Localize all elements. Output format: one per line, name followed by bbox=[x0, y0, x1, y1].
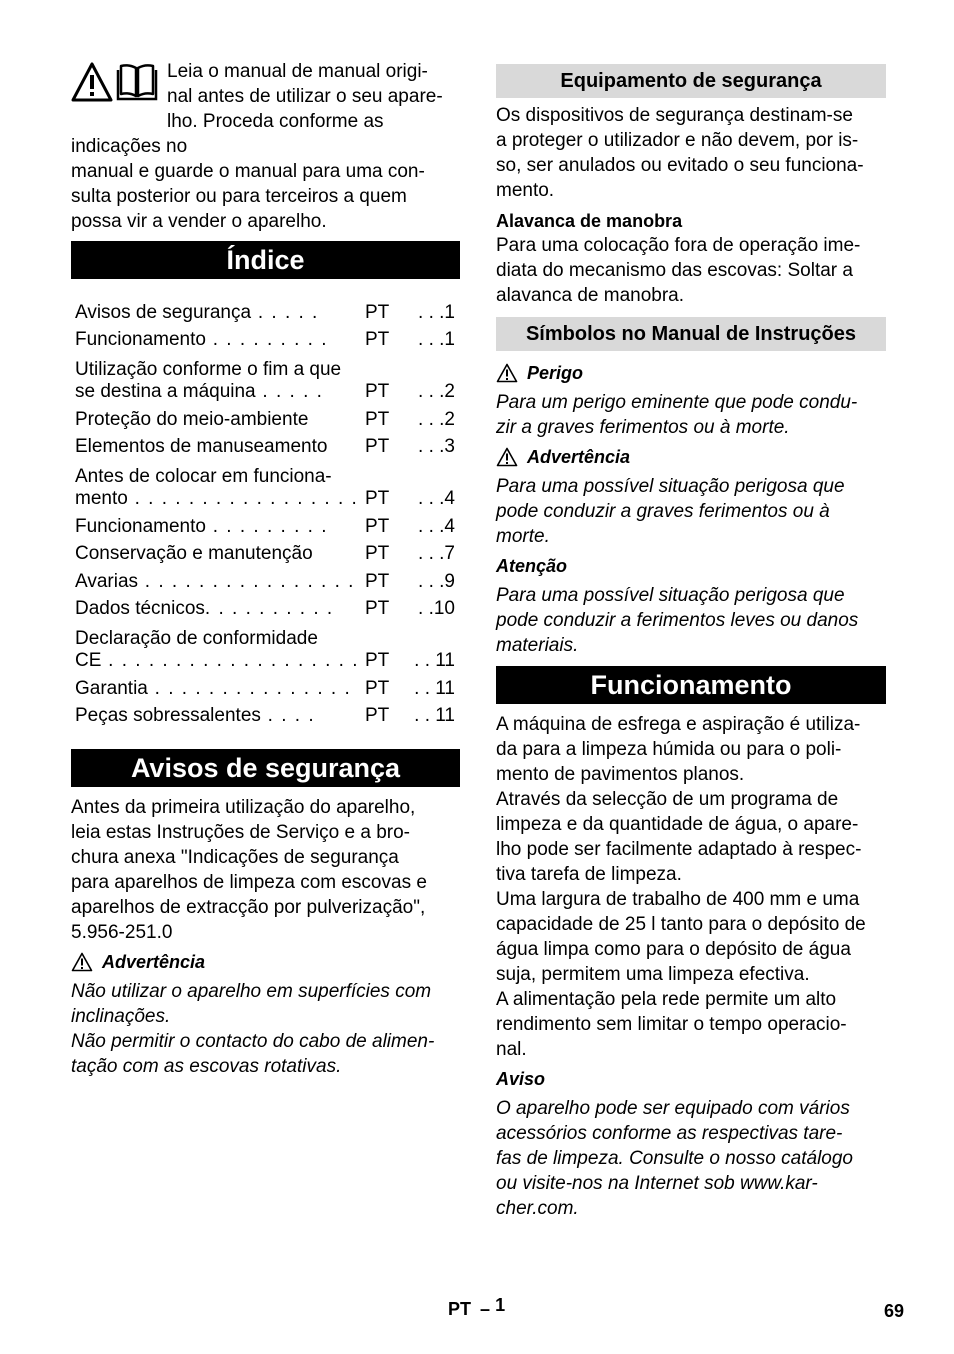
toc-title: Utilização conforme o fim a que bbox=[75, 359, 342, 380]
right-column bbox=[496, 64, 886, 1221]
toc-leader: . . . . bbox=[260, 705, 316, 726]
warning-line: pode conduzir a graves ferimentos ou à bbox=[496, 501, 830, 522]
manual-book-icon bbox=[115, 62, 159, 102]
safety-warning-line: tação com as escovas rotativas. bbox=[71, 1056, 342, 1077]
toc-lang: PT bbox=[365, 543, 390, 564]
footer-section-marker bbox=[448, 1297, 505, 1322]
table-of-contents bbox=[71, 296, 460, 727]
caution-line: pode conduzir a ferimentos leves ou danos bbox=[496, 610, 859, 631]
footer-section: PT bbox=[448, 1299, 472, 1319]
toc-entry[interactable] bbox=[71, 593, 460, 621]
safety-heading: Avisos de segurança bbox=[71, 749, 460, 787]
note-line: fas de limpeza. Consulte o nosso catálogo bbox=[496, 1148, 853, 1169]
toc-title: Funcionamento bbox=[75, 329, 206, 350]
toc-title-cont: mento bbox=[75, 488, 128, 509]
toc-page: . . 11 bbox=[414, 705, 455, 726]
toc-title: Conservação e manutenção bbox=[75, 543, 313, 564]
lever-body bbox=[496, 233, 886, 308]
index-heading: Índice bbox=[71, 241, 460, 279]
toc-leader: . . . . . . . . . . bbox=[204, 598, 334, 619]
note-label: Aviso bbox=[496, 1069, 546, 1089]
safety-line: para aparelhos de limpeza com escovas e bbox=[71, 872, 427, 893]
toc-page: . . .9 bbox=[418, 570, 455, 592]
safety-warning-body bbox=[71, 979, 460, 1079]
danger-line: Para um perigo eminente que pode condu- bbox=[496, 392, 858, 413]
toc-page: . . 11 bbox=[414, 677, 455, 699]
toc-leader: . . . . . . . . . . . . . . . . bbox=[138, 570, 355, 592]
toc-lang: PT bbox=[365, 677, 390, 699]
toc-entry[interactable] bbox=[71, 672, 460, 700]
safety-line: 5.956-251.0 bbox=[71, 922, 173, 943]
toc-entry[interactable] bbox=[71, 324, 460, 352]
toc-title: Proteção do meio-ambiente bbox=[75, 408, 309, 430]
toc-lang: PT bbox=[365, 515, 390, 537]
intro-line: manual e guarde o manual para uma con- bbox=[71, 161, 425, 182]
toc-leader: . . . . . . . . . . . . . . . bbox=[147, 677, 352, 699]
toc-lang: PT bbox=[365, 488, 390, 509]
toc-entry[interactable] bbox=[71, 620, 460, 672]
note-body bbox=[496, 1096, 886, 1221]
toc-title-cont: se destina a máquina bbox=[75, 381, 256, 402]
toc-lang: PT bbox=[365, 570, 390, 592]
toc-entry[interactable] bbox=[71, 458, 460, 510]
toc-lang: PT bbox=[365, 408, 390, 430]
toc-entry[interactable] bbox=[71, 296, 460, 324]
safety-line: Antes da primeira utilização do aparelho, bbox=[71, 797, 416, 818]
safety-warning-line: inclinações. bbox=[71, 1006, 171, 1027]
function-line: tiva tarefa de limpeza. bbox=[496, 864, 682, 885]
equipment-heading: Equipamento de segurança bbox=[496, 64, 886, 98]
warning-label: Advertência bbox=[527, 447, 631, 467]
function-line: rendimento sem limitar o tempo operacio- bbox=[496, 1014, 847, 1035]
toc-lang: PT bbox=[365, 301, 390, 323]
footer-section-page: 1 bbox=[495, 1295, 506, 1315]
toc-entry[interactable] bbox=[71, 510, 460, 538]
toc-leader: . . . . . . . . . . . . . . . . . . . bbox=[101, 650, 360, 671]
function-line: suja, permitem uma limpeza efectiva. bbox=[496, 964, 810, 985]
toc-title: Avisos de segurança bbox=[75, 301, 252, 323]
toc-leader: . . . . . . . . . . . . . . . . . bbox=[127, 488, 359, 509]
toc-page: . . .1 bbox=[418, 329, 455, 350]
caution-label: Atenção bbox=[496, 556, 568, 576]
note-line: ou visite-nos na Internet sob www.kar- bbox=[496, 1173, 818, 1194]
safety-line: leia estas Instruções de Serviço e a bro- bbox=[71, 822, 411, 843]
intro-line: sulta posterior ou para terceiros a quem bbox=[71, 186, 407, 207]
note-line: acessórios conforme as respectivas tare- bbox=[496, 1123, 843, 1144]
toc-lang: PT bbox=[365, 598, 390, 619]
function-line: capacidade de 25 l tanto para o depósito de bbox=[496, 914, 866, 935]
toc-leader: . . . . . . . . . bbox=[205, 329, 328, 350]
toc-lang: PT bbox=[365, 705, 390, 726]
danger-body bbox=[496, 390, 886, 440]
toc-title: Peças sobressalentes bbox=[75, 705, 261, 726]
safety-warning-label: Advertência bbox=[102, 952, 206, 972]
toc-entry[interactable] bbox=[71, 351, 460, 403]
function-line: Uma largura de trabalho de 400 mm e uma bbox=[496, 889, 860, 910]
function-line: nal. bbox=[496, 1039, 527, 1060]
toc-lang: PT bbox=[365, 329, 390, 350]
toc-entry[interactable] bbox=[71, 538, 460, 566]
function-line: da para a limpeza húmida ou para o poli- bbox=[496, 739, 842, 760]
toc-title: Dados técnicos bbox=[75, 598, 205, 619]
warning-triangle-icon bbox=[496, 363, 518, 383]
function-line: A alimentação pela rede permite um alto bbox=[496, 989, 837, 1010]
equipment-line: a proteger o utilizador e não devem, por is- bbox=[496, 130, 859, 151]
toc-page: . . .2 bbox=[418, 381, 455, 402]
toc-leader: . . . . . . . . . bbox=[205, 515, 328, 537]
toc-page: . . .1 bbox=[418, 301, 455, 323]
safety-line: aparelhos de extracção por pulverização", bbox=[71, 897, 426, 918]
toc-entry[interactable] bbox=[71, 700, 460, 728]
intro-line: lho. Proceda conforme as indicações no bbox=[71, 111, 384, 157]
function-line: lho pode ser facilmente adaptado à respec- bbox=[496, 839, 862, 860]
safety-body bbox=[71, 795, 460, 945]
note-line: cher.com. bbox=[496, 1198, 579, 1219]
warning-line: morte. bbox=[496, 526, 550, 547]
function-line: limpeza e da quantidade de água, o apare- bbox=[496, 814, 859, 835]
toc-lang: PT bbox=[365, 381, 390, 402]
danger-label: Perigo bbox=[527, 363, 584, 383]
safety-line: chura anexa "Indicações de segurança bbox=[71, 847, 399, 868]
intro-line: nal antes de utilizar o seu apare- bbox=[167, 86, 443, 107]
toc-entry[interactable] bbox=[71, 403, 460, 431]
function-body bbox=[496, 712, 886, 1062]
function-line: Através da selecção de um programa de bbox=[496, 789, 839, 810]
toc-title: Garantia bbox=[75, 677, 148, 699]
caution-line: Para uma possível situação perigosa que bbox=[496, 585, 845, 606]
toc-leader: . . . . . bbox=[255, 381, 324, 402]
symbols-heading: Símbolos no Manual de Instruções bbox=[496, 317, 886, 351]
toc-page: . . .3 bbox=[418, 436, 455, 457]
warning-triangle-icon bbox=[71, 952, 93, 972]
toc-page: . . .2 bbox=[418, 408, 455, 430]
toc-title: Funcionamento bbox=[75, 515, 206, 537]
function-heading: Funcionamento bbox=[496, 666, 886, 704]
warning-triangle-icon bbox=[71, 62, 113, 102]
toc-page: . . .4 bbox=[418, 515, 455, 537]
page-number: 69 bbox=[884, 1301, 905, 1321]
warning-body bbox=[496, 474, 886, 549]
caution-line: materiais. bbox=[496, 635, 579, 656]
note-line: O aparelho pode ser equipado com vários bbox=[496, 1098, 850, 1119]
toc-lang: PT bbox=[365, 436, 390, 457]
intro-line: Leia o manual de manual origi- bbox=[167, 61, 428, 82]
toc-entry[interactable] bbox=[71, 431, 460, 459]
toc-page: . . .4 bbox=[418, 488, 455, 509]
equipment-line: so, ser anulados ou evitado o seu funciona- bbox=[496, 155, 864, 176]
lever-line: alavanca de manobra. bbox=[496, 285, 685, 306]
toc-title: Avarias bbox=[75, 570, 139, 592]
footer-dash: – bbox=[480, 1299, 491, 1319]
toc-title-cont: CE bbox=[75, 650, 102, 671]
toc-page: . . 11 bbox=[414, 650, 455, 671]
danger-title bbox=[496, 361, 886, 385]
intro-icons bbox=[71, 62, 163, 110]
equipment-body bbox=[496, 103, 886, 203]
function-line: água limpa como para o depósito de água bbox=[496, 939, 851, 960]
intro-block bbox=[71, 59, 460, 234]
left-column bbox=[71, 59, 460, 1079]
caution-body bbox=[496, 583, 886, 658]
note-title bbox=[496, 1067, 886, 1091]
warning-title bbox=[496, 445, 886, 469]
warning-triangle-icon bbox=[496, 447, 518, 467]
danger-line: zir a graves ferimentos ou à morte. bbox=[496, 417, 790, 438]
function-line: A máquina de esfrega e aspiração é utiliza- bbox=[496, 714, 861, 735]
safety-warning-line: Não utilizar o aparelho em superfícies com bbox=[71, 981, 432, 1002]
toc-title: Elementos de manuseamento bbox=[75, 436, 328, 457]
toc-leader: . . . . . bbox=[251, 301, 319, 323]
toc-page: . .10 bbox=[418, 598, 455, 619]
safety-warning-line: Não permitir o contacto do cabo de alimen- bbox=[71, 1031, 435, 1052]
safety-warning-title bbox=[71, 950, 460, 974]
warning-line: Para uma possível situação perigosa que bbox=[496, 476, 845, 497]
toc-lang: PT bbox=[365, 650, 390, 671]
lever-line: Para uma colocação fora de operação ime- bbox=[496, 235, 861, 256]
equipment-line: Os dispositivos de segurança destinam-se bbox=[496, 105, 853, 126]
equipment-line: mento. bbox=[496, 180, 555, 201]
toc-entry[interactable] bbox=[71, 565, 460, 593]
toc-title: Antes de colocar em funciona- bbox=[75, 466, 332, 487]
lever-title: Alavanca de manobra bbox=[496, 211, 683, 231]
intro-line: possa vir a vender o aparelho. bbox=[71, 211, 327, 232]
lever-line: diata do mecanismo das escovas: Soltar a bbox=[496, 260, 853, 281]
toc-page: . . .7 bbox=[418, 543, 455, 564]
caution-title bbox=[496, 554, 886, 578]
function-line: mento de pavimentos planos. bbox=[496, 764, 745, 785]
toc-title: Declaração de conformidade bbox=[75, 628, 318, 649]
